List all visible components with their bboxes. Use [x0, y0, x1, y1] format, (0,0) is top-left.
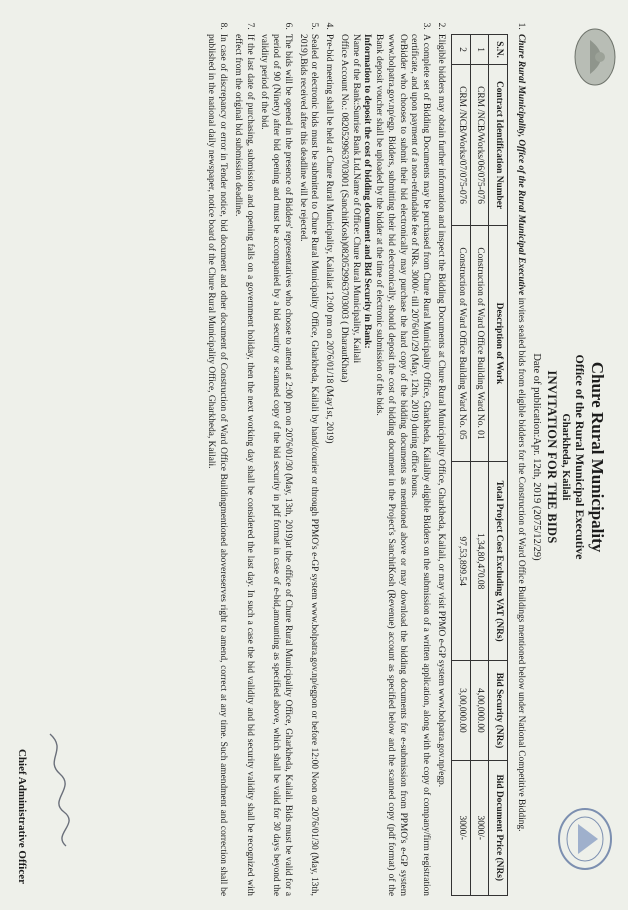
signatory-title: Chief Administrative Officer [15, 748, 28, 884]
cell: 3,00,000.00 [451, 661, 470, 760]
notice-title: INVITATION FOR THE BIDS [544, 370, 559, 544]
org-name: Chure Rural Municipality [588, 361, 607, 553]
cell: Construction of Ward Office Building Ward No. 01 [470, 225, 489, 461]
cell: 3000/- [470, 760, 489, 895]
col-contract-id: Contract Identification Number [489, 65, 508, 226]
clause-2: 2. Eligible bidders may obtain further information and inspect the Bidding Documents at Chure Rural Municipality Office, Gharkheda, Kailali, or may visit PPMO e-GP system www.bolpatra.gov.np/egp. [434, 32, 446, 896]
cell: 1 [470, 35, 489, 65]
bids-table [451, 34, 508, 896]
col-bid-security: Bid Security (NRs) [489, 661, 508, 760]
publication-date: Date of publication:Apr. 12th, 2019 (2075/12/29) [531, 353, 542, 561]
clause-6: 6. The bids will be opened in the presence of Bidders' representatives who choose to attend at 2:00 pm on 2076/01/30 (May, 13th, 2019)at the office of Chure Rural Municipality Office, Gharkheda, Kailali. Bids must be valid for a period of 90 (Ninety) after bid opening and must be accompanied by a bid security or scanned copy of the bid security in pdf format in case of e-bid,amounting as specified above, which shall be valid for 30 days beyond the validity period of the bid. [258, 32, 293, 896]
col-doc-price: Bid Document Price (NRs) [489, 760, 508, 895]
cell: 2 [451, 35, 470, 65]
col-description: Description of Work [489, 225, 508, 461]
clause-7: 7. If the last date of purchasing, submission and opening falls on a government holiday, then the next working day shall be considered the last day. In such a case the bid validity and bid security validity shall be recognized with effect from the original bid submission deadline. [231, 32, 255, 896]
clause-5: 5. Sealed or electronic bids must be submitted to Chure Rural Municipality Office, Gharkheda, Kailali by hand/courier or through PPMO's e-GP system www.bolpatra.gov.np/egpon or before 12:00 Noon on 2076/01/30 (May, 13th, 2019).Bids received after this deadline will be rejected. [296, 32, 320, 896]
bank-name: Name of the Bank:Sunrise Bank Ltd.Name of Office: Chure Rural Municipality, Kailali [350, 34, 361, 364]
table-header-row [489, 35, 508, 896]
cell: 1,34,80,470.08 [470, 461, 489, 660]
signature-icon [40, 730, 74, 850]
clause-1-text: invites sealed bids from eligible bidders for the Construction of Ward Office Buildings mentioned below under National Competitive Bidding. [515, 295, 526, 832]
col-sn: S.N. [489, 35, 508, 65]
office-location: Gharkheda, Kailali [559, 413, 571, 501]
clause-8: 8. In case of discrepancy or error in Tender notice, bid document and other document of Construction of Ward Office Buildingmentioned abovereserves right to amend, correct at any time. Such amendment and correction shall be published in the national daily newspaper, notice board of the Chure Rural Municipality Office, Gharkheda, Kailali. [205, 32, 229, 896]
table-row [451, 35, 470, 896]
cell: Construction of Ward Office Building Ward No. 05 [451, 225, 470, 461]
nepal-emblem-icon [570, 22, 620, 92]
cell: 4,00,000.00 [470, 661, 489, 760]
bank-info-title: Information to deposit the cost of bidding document and Bid Security in Bank: [362, 34, 373, 349]
col-project-cost: Total Project Cost Excluding VAT (NRs) [489, 461, 508, 660]
office-name: Office of the Rural Municipal Executive [572, 354, 587, 560]
clause-4: 4. Pre-bid meeting shall be held at Chure Rural Municipality, Kailaliat 12:00 pm on 2076/01/18 (May1st, 2019) [322, 32, 334, 896]
cell: 97,53,899.54 [451, 461, 470, 660]
notice-header [530, 18, 608, 896]
cell: CRM /NCB/Works/07/075-076 [451, 65, 470, 226]
cell: CRM /NCB/Works/06/075-076 [470, 65, 489, 226]
clause-3-electronic: OrBidder who chooses to submit their bid electronically may purchase the hard copy of the bidding documents as mentioned above or may download the bidding documents for e-submission from PPMO's e-GP system www.bolpatra.gov.np/egp. Bidders, submitting their bid electronically, should deposit the cost of bidding document in the Project's SanchitKosh (Revenue) account as specified below and the scanned copy (pdf format) of the Bank deposit voucher shall be uploaded by the bidder at the time of electronic submission of the bids. [374, 34, 408, 896]
clause-1 [451, 32, 526, 896]
cell: 3000/- [451, 760, 470, 895]
clause-3-purchase: 3. A complete set of Bidding Documents may be purchased from Chure Rural Municipality Office, Gharkheda, Kailaliby eligible Bidders on the submission of a written application, along with the copy of company/firm registration certificate, and upon payment of a non-refundable fee of NRs. 3000/- till 2076/01/29 (May, 12th, 2019) during office hours. [409, 34, 432, 896]
table-row [470, 35, 489, 896]
clause-3 [337, 32, 431, 896]
notice-clauses [205, 18, 526, 896]
bank-account: Office Account No.: 0820529963703001 (SanchitKosh)0820529963703003 ( DharautKhata) [338, 34, 349, 383]
clause-1-lead: Chure Rural Municipality, Office of the Rural Municipal Executive [515, 34, 526, 296]
municipality-seal-icon [556, 806, 614, 872]
